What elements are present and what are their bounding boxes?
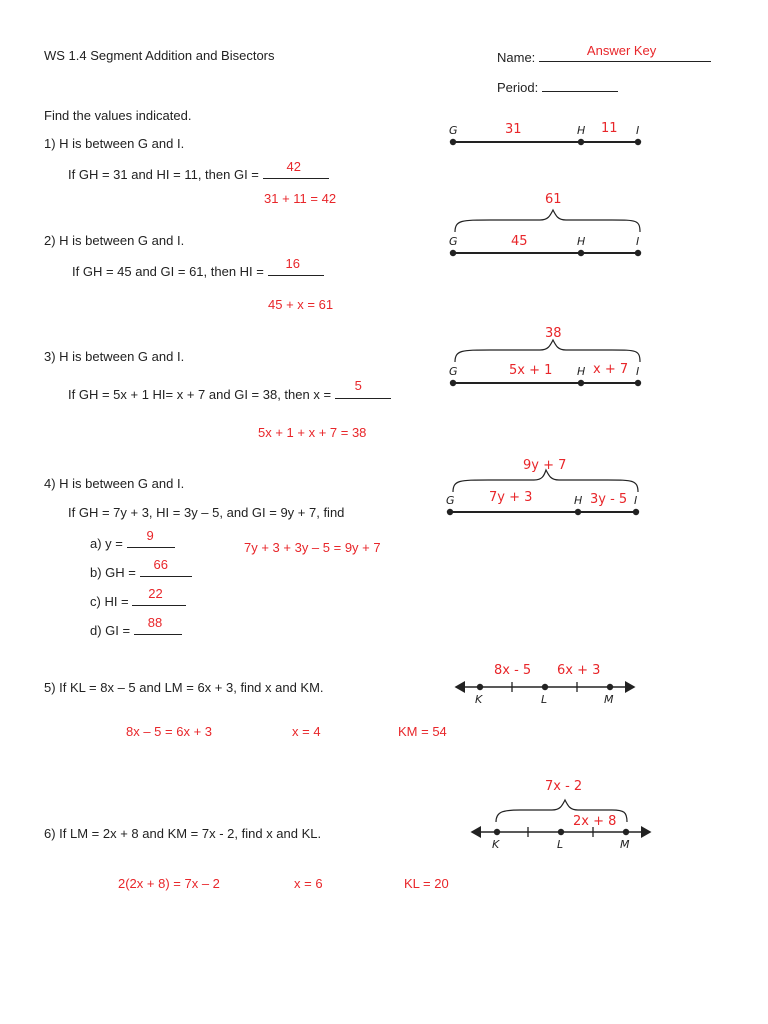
problem-1-work: 31 + 11 = 42 [264, 191, 337, 206]
brace-label: 9y + 7 [523, 458, 567, 473]
part-b-answer: 66 [153, 557, 168, 572]
problem-1-statement: 1) H is between G and I. [44, 136, 185, 151]
brace-label: 61 [545, 192, 562, 207]
part-c-answer: 22 [148, 586, 163, 601]
problem-1-question-text: If GH = 31 and HI = 11, then GI = [68, 167, 259, 182]
problem-1-answer: 42 [286, 159, 301, 174]
label-g: G [449, 235, 458, 248]
point-l [542, 684, 548, 690]
problem-4-work: 7y + 3 + 3y – 5 = 9y + 7 [244, 540, 381, 555]
label-hi-value: x + 7 [593, 362, 629, 377]
part-a-label: a) y = [90, 536, 123, 551]
label-k: K [475, 693, 483, 706]
period-label: Period: [497, 80, 539, 95]
label-hi-value: 11 [601, 121, 618, 136]
worksheet-title: WS 1.4 Segment Addition and Bisectors [44, 48, 275, 63]
brace-label: 38 [545, 326, 562, 341]
part-c-label: c) HI = [90, 594, 129, 609]
point-g [450, 250, 456, 256]
part-a-answer: 9 [146, 528, 154, 543]
figure-4 [446, 458, 639, 515]
point-m [623, 829, 629, 835]
problem-6-work-2: x = 6 [294, 876, 323, 891]
problem-5-work-3: KM = 54 [398, 724, 447, 739]
label-m: M [604, 693, 614, 706]
problem-6-work-3: KL = 20 [404, 876, 449, 891]
point-l [558, 829, 564, 835]
label-k: K [492, 838, 500, 851]
point-g [447, 509, 453, 515]
problem-2-answer: 16 [285, 256, 300, 271]
label-l: L [557, 838, 564, 851]
point-i [635, 380, 641, 386]
name-answer: Answer Key [586, 43, 657, 58]
label-i: I [636, 124, 640, 137]
problem-2-question-text: If GH = 45 and GI = 61, then HI = [72, 264, 264, 279]
point-i [633, 509, 639, 515]
figure-3 [449, 326, 641, 386]
point-k [477, 684, 483, 690]
problem-5-statement: 5) If KL = 8x – 5 and LM = 6x + 3, find x and KM. [44, 680, 324, 695]
figure-2 [449, 192, 641, 256]
label-l: L [541, 693, 548, 706]
problem-6-work-1: 2(2x + 8) = 7x – 2 [118, 876, 220, 891]
label-lm-value: 6x + 3 [557, 663, 601, 678]
name-label: Name: [497, 50, 536, 65]
part-d-label: d) GI = [90, 623, 131, 638]
point-i [635, 139, 641, 145]
label-kl-value: 8x - 5 [494, 663, 532, 678]
problem-2-work: 45 + x = 61 [268, 297, 334, 312]
point-h [575, 509, 581, 515]
point-h [578, 250, 584, 256]
label-g: G [446, 494, 455, 507]
problem-3-answer: 5 [354, 378, 362, 393]
figure-1 [449, 121, 641, 145]
label-gh-value: 45 [511, 234, 528, 249]
point-g [450, 380, 456, 386]
part-b-label: b) GH = [90, 565, 136, 580]
label-gh-value: 7y + 3 [489, 490, 533, 505]
point-m [607, 684, 613, 690]
problem-4-statement: 4) H is between G and I. [44, 476, 185, 491]
point-h [578, 380, 584, 386]
problem-4-question: If GH = 7y + 3, HI = 3y – 5, and GI = 9y + 7, find [68, 505, 345, 520]
brace [455, 210, 640, 232]
figure-5 [456, 663, 634, 706]
point-i [635, 250, 641, 256]
figure-6 [472, 779, 650, 851]
brace-label: 7x - 2 [545, 779, 583, 794]
point-h [578, 139, 584, 145]
label-g: G [449, 365, 458, 378]
problem-2-statement: 2) H is between G and I. [44, 233, 185, 248]
problem-3-statement: 3) H is between G and I. [44, 349, 185, 364]
point-k [494, 829, 500, 835]
brace [455, 340, 640, 362]
label-h: H [577, 365, 586, 378]
point-g [450, 139, 456, 145]
label-i: I [636, 365, 640, 378]
label-gh-value: 31 [505, 122, 522, 137]
label-gh-value: 5x + 1 [509, 363, 553, 378]
part-d-answer: 88 [147, 615, 163, 630]
problem-3-work: 5x + 1 + x + 7 = 38 [258, 425, 367, 440]
label-g: G [449, 124, 458, 137]
label-h: H [577, 235, 586, 248]
label-i: I [634, 494, 638, 507]
label-hi-value: 3y - 5 [590, 492, 628, 507]
problem-5-work-1: 8x – 5 = 6x + 3 [126, 724, 213, 739]
problem-5-work-2: x = 4 [292, 724, 321, 739]
problem-3-question-text: If GH = 5x + 1 HI= x + 7 and GI = 38, then x = [68, 387, 332, 402]
problem-6-statement: 6) If LM = 2x + 8 and KM = 7x - 2, find x and KL. [44, 826, 322, 841]
label-m: M [620, 838, 630, 851]
instructions: Find the values indicated. [44, 108, 192, 123]
label-h: H [574, 494, 583, 507]
label-i: I [636, 235, 640, 248]
label-h: H [577, 124, 586, 137]
brace [453, 470, 638, 492]
label-lm-value: 2x + 8 [573, 814, 617, 829]
